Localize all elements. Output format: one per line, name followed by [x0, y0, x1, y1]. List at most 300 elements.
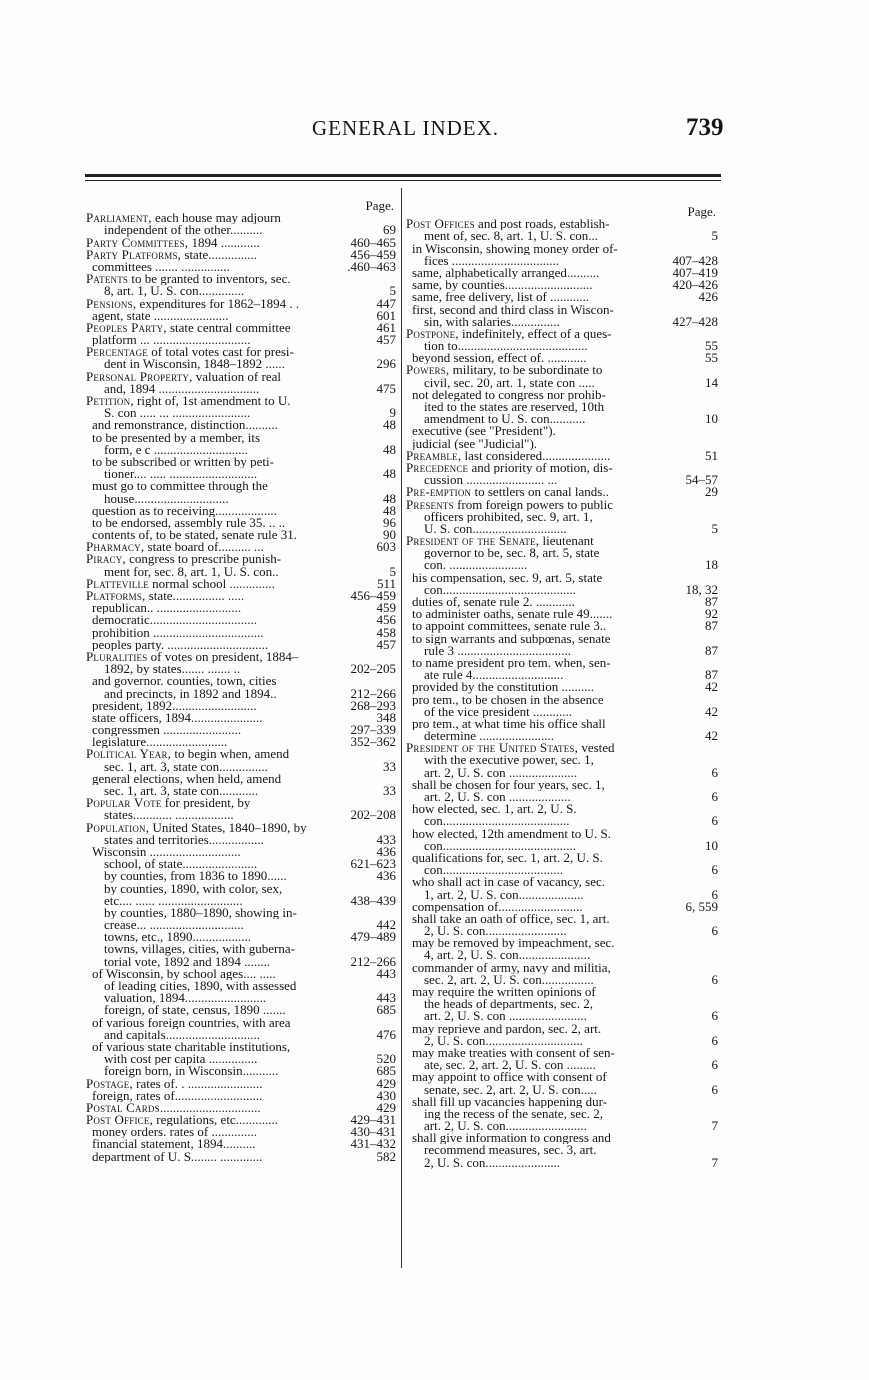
index-subentry	[406, 971, 718, 987]
entry-text	[92, 724, 347, 736]
entry-description: president, 1892..........................	[92, 699, 257, 712]
entry-description: form, e c .............................	[104, 443, 249, 456]
entry-text	[92, 1017, 392, 1029]
entry-description: may require the written opinions of	[412, 986, 596, 999]
page-reference: 461	[376, 319, 396, 335]
entry-text	[424, 474, 682, 486]
entry-description: democratic.................................	[92, 614, 257, 627]
entry-text	[92, 261, 343, 273]
index-subentry	[406, 1032, 718, 1048]
entry-description: executive (see "President").	[412, 425, 556, 438]
index-entry	[86, 1075, 396, 1091]
page-reference: 29	[705, 484, 718, 500]
entry-text	[104, 493, 379, 505]
entry-description: with the executive power, sec. 1,	[424, 754, 594, 767]
index-subentry	[86, 785, 396, 797]
entry-description: governor to be, sec. 8, art. 5, state	[424, 547, 600, 560]
page-reference: 18, 32	[685, 581, 718, 597]
entry-text	[86, 371, 392, 383]
entry-description: and post roads, establish-	[474, 218, 610, 231]
index-subentry	[406, 886, 718, 902]
index-subentry	[86, 258, 396, 274]
entry-text	[104, 992, 373, 1004]
index-entry	[86, 371, 396, 383]
page-reference: 92	[705, 606, 718, 622]
entry-text	[424, 1084, 708, 1096]
entry-description: ate rule 4............................	[424, 669, 564, 682]
entry-text	[92, 639, 373, 651]
entry-text	[86, 748, 392, 760]
entry-text	[86, 822, 392, 834]
entry-description: question as to receiving...................	[92, 504, 277, 517]
entry-text	[412, 291, 695, 303]
index-subentry	[406, 898, 718, 914]
entry-text	[104, 919, 373, 931]
entry-heading: Pensions,	[86, 297, 137, 310]
index-entry	[86, 651, 396, 663]
entry-text	[424, 230, 708, 242]
entry-text	[412, 718, 714, 730]
entry-description: 1, art. 2, U. S. con....................	[424, 888, 584, 901]
entry-text	[104, 980, 392, 992]
entry-description: pro tem., to be chosen in the absence	[412, 693, 604, 706]
index-entry	[86, 541, 396, 553]
page-reference: 458	[376, 624, 396, 640]
entry-text	[92, 1041, 392, 1053]
page-reference: 54–57	[685, 472, 718, 488]
entry-description: and capitals.............................	[104, 1028, 260, 1041]
index-subentry	[86, 407, 396, 419]
page-reference: 48	[383, 441, 396, 457]
index-subentry	[406, 547, 718, 559]
page-reference: 438–439	[350, 892, 396, 908]
entry-text	[412, 1047, 714, 1059]
index-subentry	[86, 709, 396, 725]
entry-description: valuation of real	[192, 370, 281, 383]
entry-description: pro tem., at what time his office shall	[412, 717, 606, 731]
page-reference: 431–432	[350, 1136, 396, 1152]
entry-text	[92, 517, 379, 529]
entry-description: state................ .....	[145, 590, 245, 603]
page-reference: 90	[383, 527, 396, 543]
index-subentry	[86, 1026, 396, 1042]
entry-description: civil, sec. 20, art. 1, state con .....	[424, 376, 595, 389]
page-reference: 6	[711, 1008, 718, 1024]
index-subentry	[406, 313, 718, 329]
page-reference: 456	[376, 612, 396, 628]
entry-text	[424, 1144, 714, 1156]
index-entry	[406, 486, 718, 498]
index-subentry	[86, 380, 396, 396]
entry-heading: Party Committees,	[86, 236, 189, 249]
index-subentry	[406, 657, 718, 669]
entry-description: states............ ..................	[104, 809, 234, 822]
index-subentry	[406, 1010, 718, 1022]
page-reference: 6	[711, 813, 718, 829]
entry-description: the heads of departments, sec. 2,	[424, 998, 593, 1011]
page-reference: 6	[711, 862, 718, 878]
entry-text	[424, 1035, 708, 1047]
entry-text	[412, 962, 714, 974]
entry-text	[424, 645, 701, 657]
page-reference: 6	[711, 1057, 718, 1073]
index-subentry	[406, 815, 718, 827]
entry-text	[104, 761, 379, 773]
entry-heading: Postage,	[86, 1077, 133, 1090]
index-subentry	[406, 352, 718, 364]
entry-description: general elections, when held, amend	[92, 772, 282, 786]
entry-text	[412, 389, 714, 401]
index-subentry	[406, 986, 718, 998]
entry-text	[86, 249, 347, 261]
index-subentry	[406, 864, 718, 876]
entry-text	[412, 1096, 714, 1108]
index-entry	[86, 346, 396, 358]
page-reference: 511	[376, 575, 396, 591]
entry-description: art. 2, U. S. con.........................	[424, 1120, 587, 1133]
entry-text	[412, 267, 669, 279]
page-reference: 443	[376, 965, 396, 981]
index-entry	[86, 395, 396, 407]
entry-text	[424, 889, 708, 901]
page-reference: 202–208	[350, 807, 396, 823]
index-subentry	[406, 730, 718, 742]
entry-description: regulations, etc.............	[153, 1114, 278, 1127]
page-reference: 33	[383, 783, 396, 798]
index-subentry	[406, 243, 718, 255]
index-subentry	[86, 1138, 396, 1150]
entry-description: and priority of motion, dis-	[468, 461, 613, 475]
entry-description: by counties, 1880–1890, showing in-	[104, 906, 297, 920]
entry-description: foreign, rates of...........................	[92, 1089, 263, 1102]
page-reference: 7	[711, 1118, 718, 1134]
page-reference: 6, 559	[685, 898, 718, 914]
entry-description: torial vote, 1892 and 1894 ........	[104, 955, 271, 968]
entry-heading: Powers,	[406, 364, 450, 377]
index-subentry	[406, 754, 718, 766]
entry-description: house.............................	[104, 492, 229, 505]
page-reference: 443	[376, 990, 396, 1006]
page-reference: 5	[711, 520, 718, 536]
page-reference: 87	[705, 594, 718, 609]
page-reference: 426	[698, 289, 718, 305]
entry-text	[424, 706, 701, 718]
entry-description: duties of, senate rule 2. ............	[412, 596, 575, 609]
entry-text	[412, 779, 714, 791]
entry-description: military, to be subordinate to	[449, 364, 603, 377]
index-subentry	[86, 843, 396, 859]
entry-text	[104, 785, 379, 797]
entry-description: state...............	[181, 248, 257, 261]
entry-description: must go to committee through the	[92, 480, 268, 493]
index-subentry	[406, 913, 718, 925]
entry-description: 2, U. S. con.........................	[424, 925, 567, 938]
entry-text	[104, 1053, 373, 1065]
entry-text	[104, 663, 347, 675]
index-subentry	[406, 718, 718, 730]
entry-text	[412, 425, 714, 437]
index-subentry	[406, 998, 718, 1010]
page-reference: 685	[376, 1063, 396, 1079]
entry-description: republican.. ..........................	[92, 602, 242, 615]
entry-text	[412, 901, 682, 913]
entry-heading: Percentage	[86, 346, 149, 359]
page-number: 739	[686, 114, 724, 141]
entry-description: peoples party. ...............................	[92, 638, 269, 651]
entry-description: congressmen ........................	[92, 724, 242, 737]
entry-text	[412, 1071, 714, 1083]
entry-text	[424, 1108, 714, 1120]
entry-heading: Pre-emption	[406, 486, 472, 499]
entry-text	[424, 401, 714, 413]
entry-text	[86, 1102, 373, 1114]
entry-text	[92, 846, 373, 858]
entry-description: determine .......................	[424, 730, 554, 743]
entry-description: tioner.... ..... ...........................	[104, 468, 258, 481]
entry-text	[92, 1090, 373, 1102]
entry-description: sec. 1, art. 3, state con............	[104, 785, 259, 798]
index-entry	[86, 748, 396, 760]
page-reference: 459	[376, 600, 396, 616]
page-reference: 6	[711, 789, 718, 804]
entry-text	[412, 876, 714, 888]
index-subentry	[86, 980, 396, 992]
index-subentry	[406, 279, 718, 291]
index-subentry	[406, 620, 718, 632]
entry-text	[412, 694, 714, 706]
page-reference: 7	[711, 1154, 718, 1170]
entry-text	[104, 444, 379, 456]
page-reference: 268–293	[350, 697, 396, 713]
entry-description: shall take an oath of office, sec. 1, art.	[412, 912, 610, 926]
entry-text	[424, 377, 701, 389]
entry-description: con.....................................	[424, 864, 564, 877]
entry-description: expenditures for 1862–1894 . .	[136, 297, 300, 310]
entry-description: S. con ..... ... ........................	[104, 407, 251, 420]
page-reference: 6	[711, 764, 718, 780]
entry-text	[104, 834, 373, 846]
index-entry	[406, 742, 718, 754]
entry-description: rates of. . .......................	[132, 1077, 263, 1090]
entry-text	[424, 998, 714, 1010]
entry-heading: Party Platforms,	[86, 248, 182, 261]
page-reference: 6	[711, 1032, 718, 1048]
index-subentry	[86, 870, 396, 882]
entry-text	[412, 803, 714, 815]
page-reference: 87	[705, 667, 718, 683]
entry-description: how elected, sec. 1, art. 2, U. S.	[412, 803, 577, 816]
entry-description: art. 2, U. S. con ........................	[424, 1010, 587, 1023]
entry-text	[424, 815, 708, 827]
index-subentry	[406, 764, 718, 780]
index-subentry	[406, 1023, 718, 1035]
entry-text	[412, 620, 701, 632]
entry-description: to be granted to inventors, sec.	[128, 273, 291, 286]
entry-description: may reprieve and pardon, sec. 2, art.	[412, 1022, 602, 1035]
entry-text	[424, 511, 714, 523]
entry-description: lieutenant	[539, 535, 594, 548]
entry-description: with cost per capita ...............	[104, 1053, 258, 1066]
page-column-label: Page.	[365, 198, 394, 213]
page-reference: 14	[705, 374, 718, 390]
page-reference: 436	[376, 868, 396, 884]
entry-description: to appoint committees, senate rule 3..	[412, 620, 607, 633]
index-subentry	[86, 456, 396, 468]
page-reference: 460–465	[350, 234, 396, 250]
entry-description: dent in Wisconsin, 1848–1892 ......	[104, 358, 285, 371]
entry-text	[424, 547, 714, 559]
entry-text	[104, 285, 386, 297]
entry-description: and governor. counties, town, cities	[92, 675, 277, 688]
index-column-right	[406, 206, 718, 1169]
index-subentry	[406, 413, 718, 425]
header-rule-thick	[85, 174, 721, 177]
entry-text	[424, 840, 701, 852]
entry-description: shall be chosen for four years, sec. 1,	[412, 778, 605, 792]
entry-text	[104, 858, 347, 870]
index-subentry	[406, 474, 718, 486]
index-subentry	[86, 514, 396, 530]
entry-description: art. 2, U. S. con .....................	[424, 766, 578, 779]
page-reference: 436	[376, 843, 396, 859]
entry-description: money orders. rates of ..............	[92, 1126, 257, 1139]
page-reference: 352–362	[350, 734, 396, 750]
index-subentry	[406, 438, 718, 450]
page-reference: 55	[705, 350, 718, 366]
index-subentry	[406, 1154, 718, 1170]
running-title: GENERAL INDEX.	[312, 116, 500, 140]
entry-text	[406, 535, 714, 547]
page-reference: 55	[705, 338, 718, 354]
entry-description: amendment to U. S. con...........	[424, 413, 586, 426]
entry-text	[424, 669, 701, 681]
index-entry	[86, 273, 396, 285]
index-column-left	[86, 200, 396, 1163]
entry-text	[424, 413, 701, 425]
entry-description: judicial (see "Judicial").	[412, 437, 538, 450]
page-reference: 212–266	[350, 685, 396, 701]
entry-text	[424, 754, 714, 766]
entry-description: and remonstrance, distinction..........	[92, 419, 278, 432]
entry-description: of various state charitable institutions,	[92, 1040, 291, 1054]
entry-text	[92, 456, 392, 468]
index-subentry	[406, 1047, 718, 1059]
entry-description: Wisconsin ............................	[92, 845, 241, 859]
page-column-label: Page.	[687, 204, 716, 219]
entry-text	[424, 974, 708, 986]
index-subentry	[406, 837, 718, 853]
index-subentry	[406, 876, 718, 888]
entry-text	[92, 1138, 347, 1150]
entry-text	[412, 608, 701, 620]
page-reference: 6	[711, 1081, 718, 1097]
index-subentry	[406, 252, 718, 268]
entry-description: financial statement, 1894..........	[92, 1138, 256, 1151]
index-subentry	[86, 1017, 396, 1029]
index-subentry	[86, 624, 396, 640]
page-reference: 476	[376, 1026, 396, 1042]
page-reference: 429	[376, 1099, 396, 1115]
entry-text	[86, 578, 373, 590]
entry-text	[92, 310, 373, 322]
entry-description: sec. 2, art. 2, U. S. con................	[424, 973, 594, 987]
page-reference: 5	[389, 283, 396, 299]
entry-description: fices .................................	[424, 254, 560, 267]
entry-text	[104, 895, 347, 907]
entry-text	[104, 1004, 373, 1016]
entry-heading: Platteville	[86, 577, 149, 591]
entry-text	[412, 657, 714, 669]
entry-text	[92, 736, 347, 748]
page-reference: 48	[383, 417, 396, 433]
entry-text	[412, 633, 714, 645]
entry-description: U. S. con.............................	[424, 522, 567, 536]
entry-description: con.........................................	[424, 839, 577, 852]
entry-text	[406, 218, 714, 230]
entry-description: to sign warrants and subpœnas, senate	[412, 632, 611, 645]
entry-text	[406, 499, 714, 511]
page-reference: 6	[711, 971, 718, 987]
index-entry	[406, 328, 718, 340]
index-entry	[406, 462, 718, 474]
entry-text	[92, 1151, 373, 1163]
entry-description: art. 2, U. S. con ...................	[424, 791, 571, 804]
entry-text	[412, 279, 669, 291]
index-subentry	[406, 1144, 718, 1156]
entry-text	[424, 730, 701, 742]
entry-description: state board of.......... ...	[144, 541, 264, 554]
entry-text	[424, 767, 708, 779]
index-subentry	[86, 490, 396, 506]
entry-text	[424, 791, 708, 803]
entry-description: sin, with salaries...............	[424, 315, 560, 328]
entry-text	[92, 1126, 347, 1138]
entry-text	[412, 438, 714, 450]
index-entry	[86, 1114, 396, 1126]
entry-description: and precincts, in 1892 and 1894..	[104, 687, 277, 700]
entry-text	[92, 700, 347, 712]
entry-text	[86, 541, 373, 553]
index-subentry	[86, 432, 396, 444]
entry-text	[104, 931, 347, 943]
entry-text	[104, 809, 347, 821]
index-subentry	[86, 334, 396, 346]
index-subentry	[406, 633, 718, 645]
entry-text	[406, 486, 701, 498]
entry-text	[104, 358, 373, 370]
entry-description: normal school ..............	[148, 577, 275, 591]
entry-text	[104, 870, 373, 882]
entry-text	[412, 913, 714, 925]
entry-heading: Popular Vote	[86, 797, 162, 810]
entry-text	[92, 627, 373, 639]
entry-heading: President of the Senate,	[406, 535, 540, 548]
entry-text	[86, 651, 392, 663]
page-reference: 442	[376, 917, 396, 933]
entry-text	[406, 462, 714, 474]
page-reference: 69	[383, 222, 396, 238]
index-subentry	[406, 581, 718, 597]
index-entry	[406, 535, 718, 547]
index-entry	[86, 234, 396, 250]
page-reference: 427–428	[672, 313, 718, 329]
index-subentry	[86, 736, 396, 748]
entry-description: same, by counties...........................	[412, 279, 593, 292]
entry-text	[424, 340, 701, 352]
entry-text	[104, 1029, 373, 1041]
index-subentry	[406, 925, 718, 937]
entry-description: to be presented by a member, its	[92, 431, 261, 444]
